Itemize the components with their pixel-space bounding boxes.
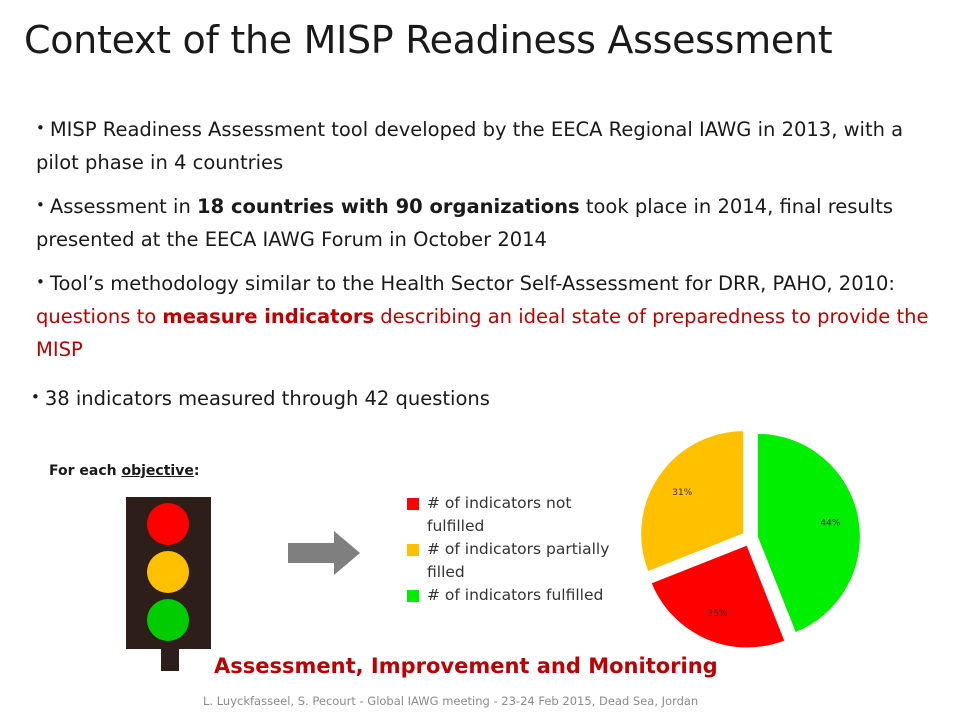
bullet-red-text: describing an ideal state of preparedness to provide the MISP: [36, 305, 929, 361]
traffic-light-pole: [161, 649, 179, 671]
for-each-prefix: For each: [49, 463, 122, 479]
traffic-light-icon: [126, 497, 211, 649]
assessment-subtitle: Assessment, Improvement and Monitoring: [214, 654, 718, 678]
yellow-lamp: [147, 551, 189, 593]
bullet-text: took place in 2014, final results presented at the EECA IAWG Forum in October 2014: [36, 195, 894, 251]
footer-credits: L. Luyckfasseel, S. Pecourt - Global IAWG meeting - 23-24 Feb 2015, Dead Sea, Jordan: [203, 694, 699, 708]
bullet-dot: •: [36, 273, 45, 291]
slide-title: Context of the MISP Readiness Assessment: [24, 18, 833, 62]
legend-label: # of indicators not fulfilled: [427, 494, 572, 535]
for-each-colon: :: [193, 463, 200, 479]
bullet-dot: •: [36, 196, 45, 214]
right-arrow-icon: [288, 531, 360, 575]
bullet-text: 38 indicators measured through 42 questions: [44, 387, 490, 410]
green-lamp: [147, 599, 189, 641]
legend-swatch-yellow: [407, 544, 419, 556]
pie-slice-44: [757, 433, 861, 634]
bullet-bold-text: 18 countries with 90 organizations: [197, 195, 580, 218]
bullet-assessment-countries: [36, 189, 944, 256]
indicator-pie-chart: [636, 428, 876, 648]
legend-label: # of indicators fulfilled: [427, 586, 604, 604]
bullet-tool-developed: [36, 112, 944, 179]
bullet-red-text: questions to: [36, 305, 163, 328]
pie-data-label: 44%: [820, 518, 841, 529]
red-lamp: [147, 503, 189, 545]
pie-data-label: 31%: [672, 487, 693, 498]
for-each-objective-word: objective: [121, 463, 194, 479]
bullet-indicators-measured: [31, 381, 939, 415]
pie-data-label: 25%: [707, 609, 728, 620]
bullet-methodology: [36, 266, 944, 366]
bullet-text: Tool’s methodology similar to the Health Sector Self-Assessment for DRR, PAHO, 2010:: [49, 272, 896, 295]
for-each-objective-label: [49, 463, 199, 479]
legend-swatch-red: [407, 498, 419, 510]
bullet-red-bold-text: measure indicators: [162, 305, 375, 328]
legend-swatch-green: [407, 590, 419, 602]
bullet-dot: •: [31, 388, 40, 406]
bullet-text: Assessment in: [49, 195, 198, 218]
legend-label: # of indicators partially filled: [427, 540, 610, 581]
bullet-text: MISP Readiness Assessment tool developed by the EECA Regional IAWG in 2013, with a pilot phase in 4 countries: [36, 118, 904, 174]
bullet-dot: •: [36, 119, 45, 137]
